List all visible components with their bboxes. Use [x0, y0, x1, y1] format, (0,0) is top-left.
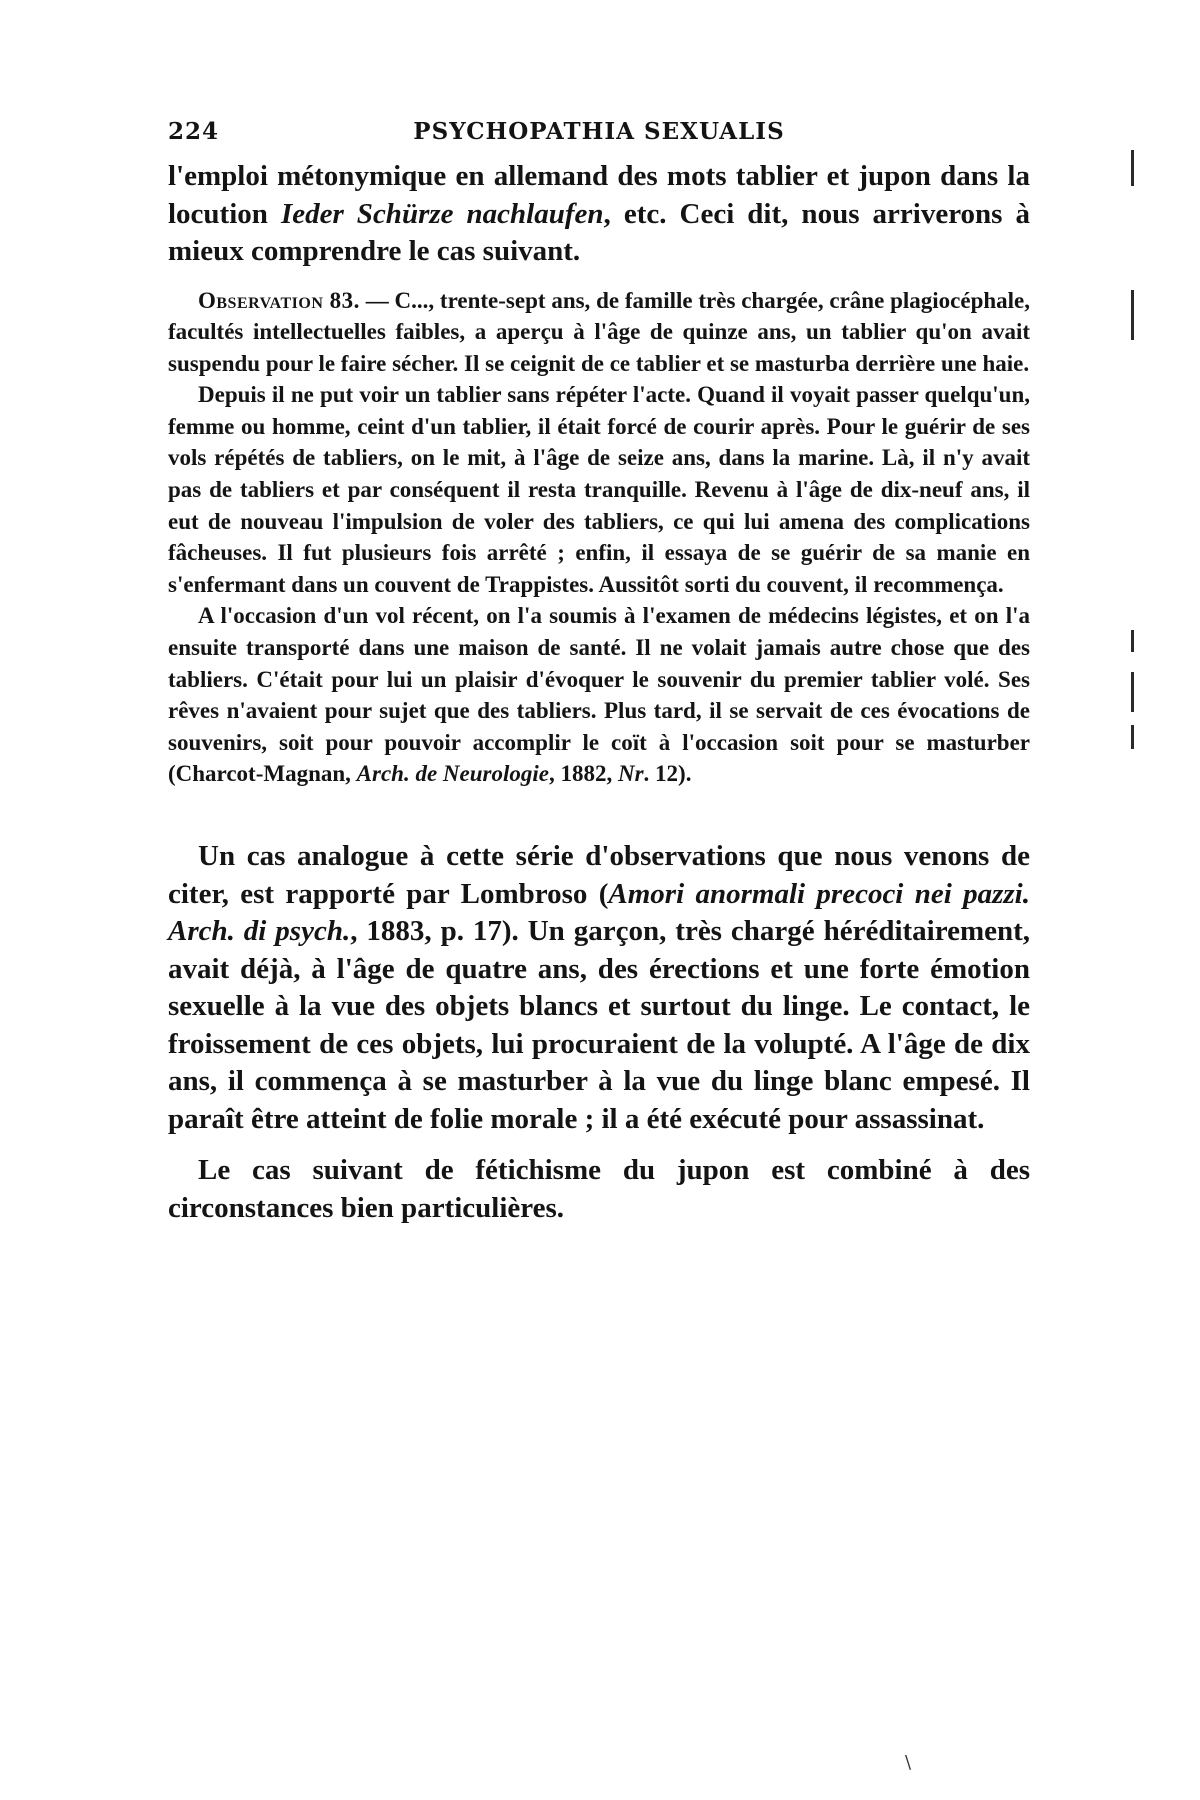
closing-paragraph: Le cas suivant de fétichisme du jupon est combiné à des circonstances bien particulières. [168, 1154, 1030, 1224]
lombroso-italic-title: Amori anormali precoci nei pazzi. Arch. di psych. [168, 877, 1030, 947]
observation-paragraph-2: Depuis il ne put voir un tablier sans répéter l'acte. Quand il voyait passer quelqu'un, femme ou homme, ceint d'un tablier, il était forcé de courir après. Pour le guérir de ses vols répétés de tabliers, on le mit, à l'âge de seize ans, dans la marine. Là, il n'y avait pas de tabliers et par conséquent il resta tranquille. Revenu à l'âge de dix-neuf ans, il eut de nouveau l'impulsion de voler des tabliers, ce qui lui amena des complications fâcheuses. Il fut plusieurs fois arrêté ; enfin, il essaya de se guérir de sa manie en s'enfermant dans un couvent de Trappistes. Aussitôt sorti du couvent, il recommença. [168, 382, 1030, 597]
observation-citation-journal: Arch. de Neurologie [356, 761, 549, 787]
running-title: PSYCHOPATHIA SEXUALIS [413, 118, 785, 145]
observation-text-3: A l'occasion d'un vol récent, on l'a soumis à l'examen de médecins légistes, et on l'a ensuite transporté dans une maison de santé. Il ne volait jamais autre chose que des tabliers. C'était pour lui un plaisir d'évoquer le souvenir du premier tablier volé. Ses rêves n'avaient pour sujet que des tabliers. Plus tard, il se servait de ces évocations de souvenirs, soit pour pouvoir accomplir le coït à l'occasion soit pour se masturber (Charcot-Magnan, [168, 603, 1030, 787]
spacer [168, 1138, 1030, 1152]
stray-ink-mark: \ [905, 1752, 912, 1773]
observation-citation-nr: Nr [617, 761, 644, 787]
spacer [168, 790, 1030, 838]
margin-mark [1131, 150, 1134, 186]
intro-italic-locution: Ieder Schürze nachlaufen [280, 197, 604, 230]
observation-citation-year: , 1882, [548, 761, 618, 787]
margin-mark [1131, 630, 1134, 652]
intro-text-1: l'emploi métonymique en allemand des mots tablier et jupon dans la locution [168, 160, 1030, 230]
observation-label: Observation 83. [198, 287, 360, 313]
observation-dash: — [359, 287, 395, 313]
intro-paragraph [168, 158, 1030, 271]
observation-citation-end: . 12). [643, 761, 692, 787]
observation-paragraph-3 [168, 600, 1030, 790]
lombroso-paragraph [168, 838, 1030, 1138]
page-number: 224 [168, 118, 220, 145]
margin-mark [1131, 672, 1134, 712]
book-page [168, 118, 1030, 1227]
intro-text-2: , etc. Ceci dit, nous arriverons à mieux comprendre le cas suivant. [168, 197, 1030, 267]
page-header [168, 118, 1030, 158]
spacer [168, 271, 1030, 285]
observation-paragraph-1 [168, 285, 1030, 380]
observation-text-1: C..., trente-sept ans, de famille très chargée, crâne plagiocéphale, facultés intellectuelles faibles, a aperçu à l'âge de quinze ans, un tablier qu'on avait suspendu pour le faire sécher. Il se ceignit de ce tablier et se masturba derrière une haie. [168, 287, 1031, 376]
margin-mark [1131, 725, 1134, 749]
margin-mark [1131, 290, 1134, 340]
lombroso-text-1: Un cas analogue à cette série d'observations que nous venons de citer, est rapporté par Lombroso ( [168, 840, 1030, 910]
lombroso-text-2: , 1883, p. 17). Un garçon, très chargé héréditairement, avait déjà, à l'âge de quatre ans, des érections et une forte émotion sexuelle à la vue des objets blancs et surtout du linge. Le contact, le froissement de ces objets, lui procuraient de la volupté. A l'âge de dix ans, il commença à se masturber à la vue du linge blanc empesé. Il paraît être atteint de folie morale ; il a été exécuté pour assassinat. [168, 915, 1031, 1135]
